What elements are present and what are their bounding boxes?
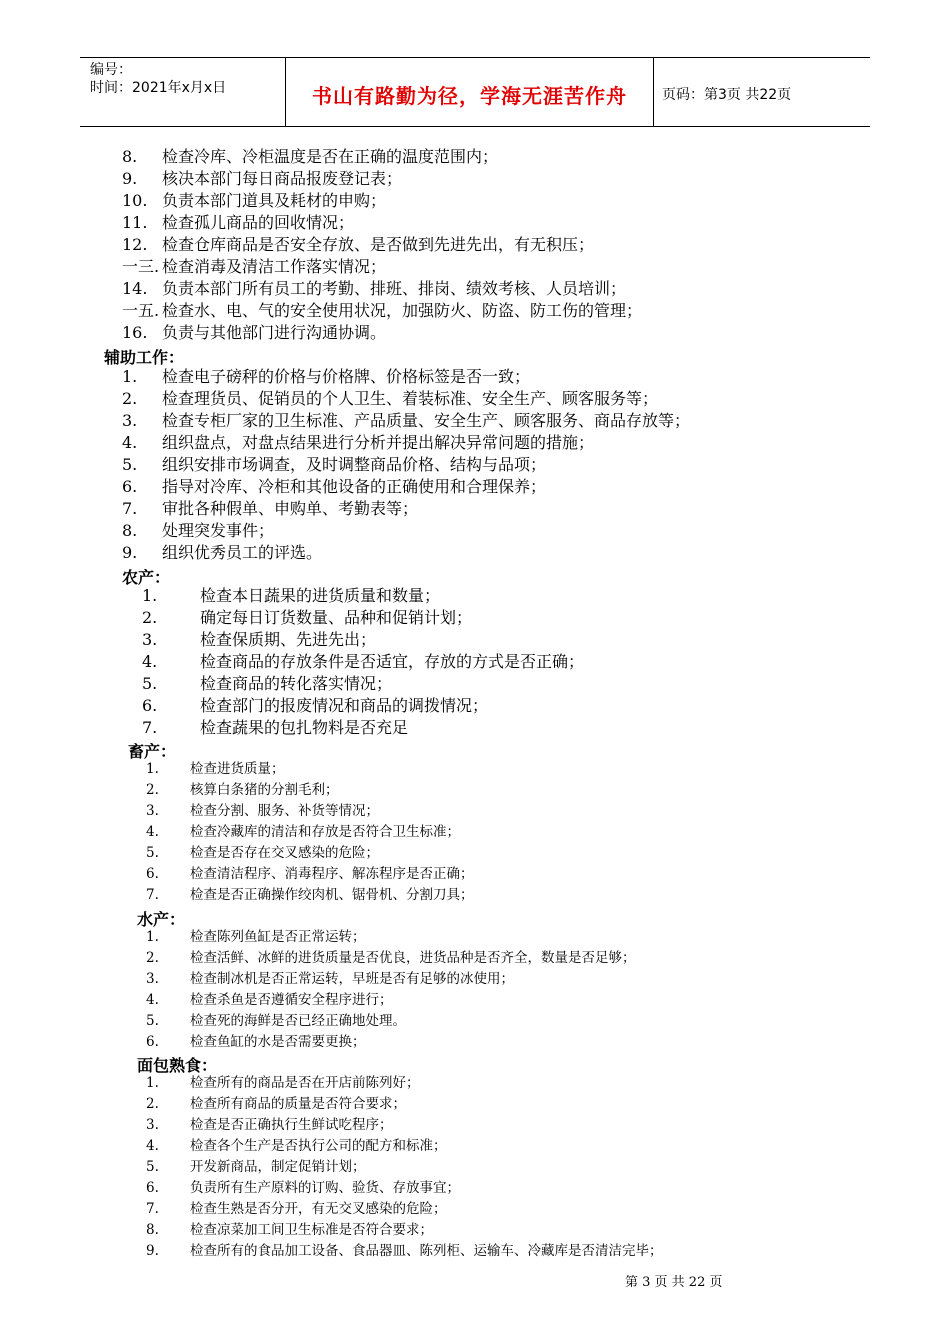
list-item [142, 717, 584, 739]
aux-section-title: 辅助工作： [104, 348, 185, 367]
item-number: 2. [146, 950, 159, 966]
item-number: 1. [146, 761, 159, 777]
list-item [146, 1199, 663, 1220]
list-item [146, 927, 636, 948]
list-item [146, 1073, 663, 1094]
item-text: 负责与其他部门进行沟通协调。 [162, 323, 387, 342]
bakery-duty-list [146, 1073, 663, 1262]
item-text: 检查商品的转化落实情况； [200, 674, 393, 693]
item-text: 检查部门的报废情况和商品的调拨情况； [200, 696, 489, 715]
item-number: 6. [142, 696, 158, 715]
item-number: 1. [146, 1075, 159, 1091]
item-number: 6. [122, 477, 138, 496]
item-number: 16. [122, 323, 148, 342]
item-text: 检查蔬果的包扎物料是否充足 [200, 718, 409, 737]
item-number: 4. [146, 824, 159, 840]
livestock-section-title: 畜产： [128, 742, 177, 761]
item-number: 6. [146, 1034, 159, 1050]
list-item [146, 843, 474, 864]
item-number: 2. [122, 389, 138, 408]
item-text: 检查所有的商品是否在开店前陈列好； [190, 1075, 420, 1091]
list-item [142, 673, 584, 695]
item-text: 检查电子磅秤的价格与价格牌、价格标签是否一致； [162, 367, 531, 386]
header-page-cell [654, 58, 870, 126]
item-number: 3. [122, 411, 138, 430]
item-number: 5. [122, 455, 138, 474]
item-number: 5. [146, 845, 159, 861]
item-number: 11. [122, 213, 148, 232]
list-item [142, 607, 584, 629]
list-item [122, 454, 690, 476]
list-item [146, 885, 474, 906]
header-slogan: 书山有路勤为径，学海无涯苦作舟 [312, 84, 627, 108]
list-item [146, 1032, 636, 1053]
list-item [146, 1094, 663, 1115]
header-page-info: 页码：第3页 共22页 [662, 87, 792, 103]
list-item [146, 990, 636, 1011]
item-number: 一三. [122, 257, 160, 276]
list-item [142, 695, 584, 717]
item-number: 9. [122, 543, 138, 562]
item-number: 7. [122, 499, 138, 518]
agri-section-title: 农产： [122, 568, 171, 587]
list-item [146, 1157, 663, 1178]
item-number: 7. [146, 1201, 159, 1217]
list-item [146, 1220, 663, 1241]
list-item [146, 822, 474, 843]
list-item [146, 1241, 663, 1262]
item-text: 检查制冰机是否正常运转，早班是否有足够的冰使用； [190, 971, 514, 987]
item-number: 1. [142, 586, 158, 605]
item-number: 4. [146, 992, 159, 1008]
list-item [122, 278, 642, 300]
item-text: 检查冷藏库的清洁和存放是否符合卫生标准； [190, 824, 460, 840]
item-text: 检查是否正确执行生鲜试吃程序； [190, 1117, 393, 1133]
item-text: 检查死的海鲜是否已经正确地处理。 [190, 1013, 406, 1029]
list-item [122, 168, 642, 190]
item-text: 组织优秀员工的评选。 [162, 543, 323, 562]
list-item [122, 476, 690, 498]
item-number: 3. [142, 630, 158, 649]
item-text: 检查凉菜加工间卫生标准是否符合要求； [190, 1222, 433, 1238]
item-number: 5. [146, 1013, 159, 1029]
item-text: 处理突发事件； [162, 521, 275, 540]
item-number: 3. [146, 971, 159, 987]
item-text: 检查是否存在交叉感染的危险； [190, 845, 379, 861]
list-item [146, 801, 474, 822]
item-number: 8. [122, 521, 138, 540]
list-item [146, 948, 636, 969]
item-text: 检查保质期、先进先出； [200, 630, 377, 649]
item-text: 检查孤儿商品的回收情况； [162, 213, 355, 232]
item-text: 检查商品的存放条件是否适宜，存放的方式是否正确； [200, 652, 585, 671]
item-number: 6. [146, 1180, 159, 1196]
item-text: 开发新商品，制定促销计划； [190, 1159, 366, 1175]
item-text: 检查陈列鱼缸是否正常运转； [190, 929, 366, 945]
list-item [146, 1011, 636, 1032]
header-meta-cell [80, 58, 286, 126]
main-duty-list [122, 146, 642, 344]
item-text: 负责本部门道具及耗材的申购； [162, 191, 387, 210]
list-item [122, 542, 690, 564]
item-text: 检查所有的食品加工设备、食品器皿、陈列柜、运输车、冷藏库是否清洁完毕； [190, 1243, 663, 1259]
item-text: 检查进货质量； [190, 761, 285, 777]
item-text: 检查清洁程序、消毒程序、解冻程序是否正确； [190, 866, 474, 882]
item-number: 14. [122, 279, 148, 298]
item-number: 5. [146, 1159, 159, 1175]
list-item [146, 780, 474, 801]
list-item [146, 864, 474, 885]
item-number: 4. [122, 433, 138, 452]
document-number: 编号： [90, 62, 132, 78]
aquatic-section-title: 水产： [137, 910, 186, 929]
item-number: 5. [142, 674, 158, 693]
item-text: 检查是否正确操作绞肉机、锯骨机、分割刀具； [190, 887, 474, 903]
list-item [122, 498, 690, 520]
list-item [142, 651, 584, 673]
item-number: 8. [122, 147, 138, 166]
item-text: 负责所有生产原料的订购、验货、存放事宜； [190, 1180, 460, 1196]
item-text: 检查本日蔬果的进货质量和数量； [200, 586, 441, 605]
list-item [146, 1136, 663, 1157]
item-number: 12. [122, 235, 148, 254]
list-item [122, 146, 642, 168]
item-number: 4. [146, 1138, 159, 1154]
list-item [122, 234, 642, 256]
list-item [146, 1178, 663, 1199]
item-text: 检查水、电、气的安全使用状况，加强防火、防盗、防工伤的管理； [162, 301, 643, 320]
list-item [122, 410, 690, 432]
agri-duty-list [142, 585, 584, 739]
item-text: 检查专柜厂家的卫生标准、产品质量、安全生产、顾客服务、商品存放等； [162, 411, 691, 430]
item-text: 确定每日订货数量、品种和促销计划； [200, 608, 473, 627]
page-footer: 第 3 页 共 22 页 [625, 1275, 723, 1290]
list-item [146, 759, 474, 780]
item-text: 检查鱼缸的水是否需要更换； [190, 1034, 366, 1050]
list-item [146, 969, 636, 990]
header-slogan-cell [286, 58, 654, 126]
list-item [122, 322, 642, 344]
item-text: 审批各种假单、申购单、考勤表等； [162, 499, 419, 518]
bakery-section-title: 面包熟食： [137, 1056, 218, 1075]
list-item [122, 300, 642, 322]
item-text: 指导对冷库、冷柜和其他设备的正确使用和合理保养； [162, 477, 547, 496]
item-number: 2. [146, 782, 159, 798]
item-number: 3. [146, 803, 159, 819]
item-text: 检查活鲜、冰鲜的进货质量是否优良，进货品种是否齐全，数量是否足够； [190, 950, 636, 966]
item-number: 3. [146, 1117, 159, 1133]
item-number: 7. [146, 887, 159, 903]
list-item [122, 432, 690, 454]
document-header [80, 57, 870, 127]
list-item [122, 190, 642, 212]
list-item [122, 212, 642, 234]
list-item [122, 520, 690, 542]
item-number: 8. [146, 1222, 159, 1238]
item-text: 检查分割、服务、补货等情况； [190, 803, 379, 819]
item-number: 1. [122, 367, 138, 386]
item-number: 10. [122, 191, 148, 210]
item-text: 检查各个生产是否执行公司的配方和标准； [190, 1138, 447, 1154]
item-number: 4. [142, 652, 158, 671]
item-text: 负责本部门所有员工的考勤、排班、排岗、绩效考核、人员培训； [162, 279, 627, 298]
item-number: 2. [146, 1096, 159, 1112]
item-text: 检查理货员、促销员的个人卫生、着装标准、安全生产、顾客服务等； [162, 389, 659, 408]
item-text: 组织安排市场调查，及时调整商品价格、结构与品项； [162, 455, 547, 474]
item-number: 9. [146, 1243, 159, 1259]
list-item [142, 629, 584, 651]
document-date: 时间：2021年x月x日 [90, 80, 227, 96]
item-text: 检查杀鱼是否遵循安全程序进行； [190, 992, 393, 1008]
item-text: 组织盘点，对盘点结果进行分析并提出解决异常问题的措施； [162, 433, 595, 452]
item-text: 检查消毒及清洁工作落实情况； [162, 257, 387, 276]
item-text: 检查仓库商品是否安全存放、是否做到先进先出，有无积压； [162, 235, 595, 254]
livestock-duty-list [146, 759, 474, 906]
item-number: 9. [122, 169, 138, 188]
item-text: 检查所有商品的质量是否符合要求； [190, 1096, 406, 1112]
item-text: 核算白条猪的分割毛利； [190, 782, 339, 798]
item-number: 2. [142, 608, 158, 627]
list-item [122, 256, 642, 278]
item-text: 检查冷库、冷柜温度是否在正确的温度范围内； [162, 147, 499, 166]
aquatic-duty-list [146, 927, 636, 1053]
item-number: 6. [146, 866, 159, 882]
aux-duty-list [122, 366, 690, 564]
item-text: 核决本部门每日商品报废登记表； [162, 169, 403, 188]
list-item [146, 1115, 663, 1136]
list-item [122, 366, 690, 388]
item-text: 检查生熟是否分开，有无交叉感染的危险； [190, 1201, 447, 1217]
item-number: 7. [142, 718, 158, 737]
list-item [142, 585, 584, 607]
item-number: 1. [146, 929, 159, 945]
item-number: 一五. [122, 301, 160, 320]
list-item [122, 388, 690, 410]
